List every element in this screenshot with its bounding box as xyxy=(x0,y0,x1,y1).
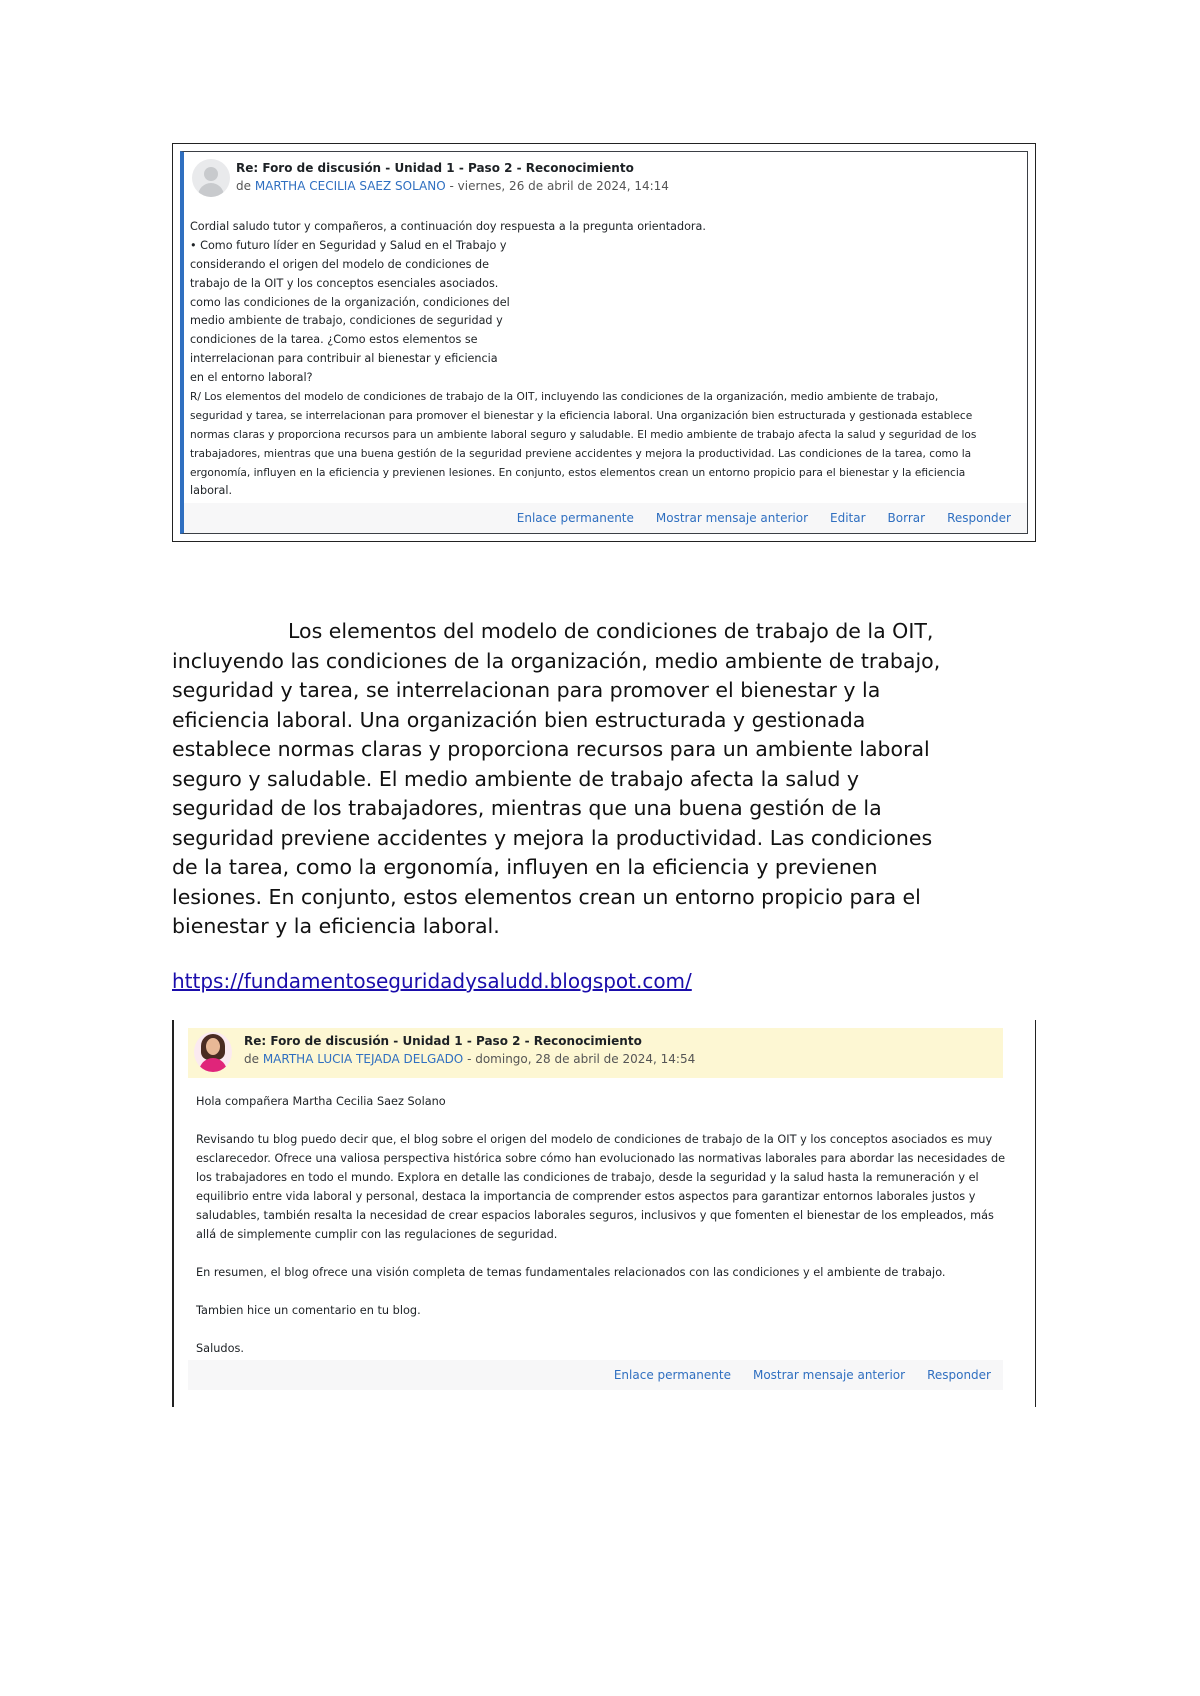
forum-screenshot-1 xyxy=(172,143,1036,542)
forum-post-1 xyxy=(180,151,1028,534)
post-line: seguridad y tarea, se interrelacionan para promover el bienestar y la eficiencia laboral. Una organización bien estructurada y gestionada establece xyxy=(190,409,973,422)
reply-link[interactable]: Responder xyxy=(947,511,1011,525)
post-line: Revisando tu blog puedo decir que, el blog sobre el origen del modelo de condiciones de trabajo de la OIT y los conceptos asociados es muy xyxy=(196,1133,993,1146)
post-line: trabajadores, mientras que una buena gestión de la seguridad previene accidentes y mejora la productividad. Las condiciones de la tarea, como la xyxy=(190,447,972,460)
author-name-link[interactable]: MARTHA CECILIA SAEZ SOLANO xyxy=(254,179,446,193)
essay-line: Los elementos del modelo de condiciones de trabajo de la OIT, xyxy=(288,619,934,643)
author-name-link[interactable]: MARTHA LUCIA TEJADA DELGADO xyxy=(262,1052,464,1066)
essay-line: bienestar y la eficiencia laboral. xyxy=(172,914,500,938)
post-line: ergonomía, influyen en la eficiencia y previenen lesiones. En conjunto, estos elementos crean un entorno propicio para el bienestar y la eficiencia xyxy=(190,466,966,479)
essay-line: eficiencia laboral. Una organización bien estructurada y gestionada xyxy=(172,707,866,732)
post-line: en el entorno laboral? xyxy=(190,371,313,385)
post-line: esclarecedor. Ofrece una valiosa perspectiva histórica sobre cómo han evolucionado las normativas laborales para abordar las necesidades de xyxy=(196,1152,1006,1165)
show-parent-link[interactable]: Mostrar mensaje anterior xyxy=(752,1368,906,1382)
post-line: saludables, también resalta la necesidad de crear espacios laborales seguros, inclusivos y que fomenten el bienestar de los empleados, más xyxy=(196,1209,994,1222)
essay-line: seguridad de los trabajadores, mientras que una buena gestión de la xyxy=(172,796,882,820)
essay-line: seguridad previene accidentes y mejora la productividad. Las condiciones xyxy=(172,825,933,850)
essay-line: seguro y saludable. El medio ambiente de trabajo afecta la salud y xyxy=(172,766,860,791)
permalink-link[interactable]: Enlace permanente xyxy=(613,1368,731,1382)
post-line: Cordial saludo tutor y compañeros, a continuación doy respuesta a la pregunta orientadora. xyxy=(190,220,706,233)
essay-line: seguridad y tarea, se interrelacionan para promover el bienestar y la xyxy=(172,678,881,702)
post-body xyxy=(196,1092,1011,1358)
edit-link[interactable]: Editar xyxy=(830,511,866,525)
post-title[interactable]: Re: Foro de discusión - Unidad 1 - Paso 2 - Reconocimiento xyxy=(236,161,634,175)
essay-line: establece normas claras y proporciona recursos para un ambiente laboral xyxy=(172,737,930,761)
essay-line: de la tarea, como la ergonomía, influyen en la eficiencia y previenen xyxy=(172,855,878,879)
post-author-line: de MARTHA LUCIA TEJADA DELGADO - domingo, 28 de abril de 2024, 14:54 xyxy=(244,1052,696,1066)
essay-paragraph xyxy=(172,617,1032,942)
post-line: R/ Los elementos del modelo de condiciones de trabajo de la OIT, incluyendo las condiciones de la organización, medio ambiente de trabajo, xyxy=(190,391,939,404)
post-line: los trabajadores en todo el mundo. Explora en detalle las condiciones de trabajo, desde la seguridad y la salud hasta la remuneración y el xyxy=(196,1171,979,1184)
post-actions xyxy=(188,1360,1003,1390)
reply-link[interactable]: Responder xyxy=(927,1368,991,1382)
blog-link[interactable]: https://fundamentoseguridadysaludd.blogspot.com/ xyxy=(172,969,692,993)
post-line: interrelacionan para contribuir al bienestar y eficiencia xyxy=(190,352,498,366)
post-line: normas claras y proporciona recursos para un ambiente laboral seguro y saludable. El medio ambiente de trabajo afecta la salud y seguridad de los xyxy=(190,428,977,441)
post-line: condiciones de la tarea. ¿Como estos elementos se xyxy=(190,333,478,347)
post-line: trabajo de la OIT y los conceptos esenciales asociados. xyxy=(190,276,499,290)
post-author-line: de MARTHA CECILIA SAEZ SOLANO - viernes, 26 de abril de 2024, 14:14 xyxy=(236,179,669,193)
user-avatar-photo xyxy=(194,1032,232,1072)
essay-line: lesiones. En conjunto, estos elementos crean un entorno propicio para el xyxy=(172,884,921,909)
forum-screenshot-2 xyxy=(172,1020,1036,1407)
post-title[interactable]: Re: Foro de discusión - Unidad 1 - Paso 2 - Reconocimiento xyxy=(244,1034,642,1048)
post-line: • Como futuro líder en Seguridad y Salud en el Trabajo y xyxy=(190,238,507,252)
post-actions xyxy=(184,503,1027,533)
post-line: Tambien hice un comentario en tu blog. xyxy=(196,1304,421,1317)
screenshot-border xyxy=(1035,1020,1037,1407)
default-avatar-icon xyxy=(192,159,230,197)
post-line: allá de simplemente cumplir con las regulaciones de seguridad. xyxy=(196,1228,558,1241)
permalink-link[interactable]: Enlace permanente xyxy=(516,511,634,525)
essay-line: incluyendo las condiciones de la organización, medio ambiente de trabajo, xyxy=(172,648,941,673)
post-body xyxy=(190,218,1040,501)
post-line: como las condiciones de la organización, condiciones del xyxy=(190,295,510,309)
show-parent-link[interactable]: Mostrar mensaje anterior xyxy=(655,511,808,525)
post-line: considerando el origen del modelo de condiciones de xyxy=(190,257,489,271)
delete-link[interactable]: Borrar xyxy=(887,511,926,525)
screenshot-border xyxy=(172,1020,174,1407)
post-closing: Saludos. xyxy=(196,1342,244,1355)
post-line: medio ambiente de trabajo, condiciones de seguridad y xyxy=(190,314,503,328)
post-greeting: Hola compañera Martha Cecilia Saez Solano xyxy=(196,1095,446,1108)
post-line: equilibrio entre vida laboral y personal, destaca la importancia de comprender estos aspectos para garantizar entornos laborales justos y xyxy=(196,1190,976,1203)
post-line: En resumen, el blog ofrece una visión completa de temas fundamentales relacionados con las condiciones y el ambiente de trabajo. xyxy=(196,1266,946,1279)
post-line: laboral. xyxy=(190,484,233,498)
